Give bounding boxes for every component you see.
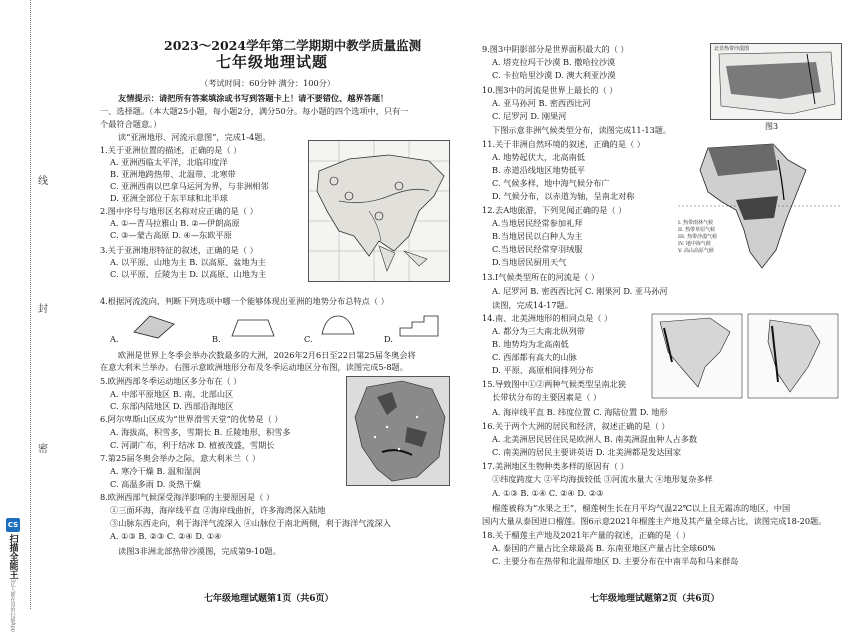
q10-options-cd: C. 尼罗河 D. 刚果河 — [492, 111, 567, 121]
q12-option-c: C.当地居民经常穿羽绒服 — [492, 244, 583, 254]
exam-title: 2023～2024学年第二学期期中教学质量监测 — [164, 38, 422, 53]
q1-option-c: C. 亚洲西南以巴拿马运河为界，与非洲相邻 — [110, 181, 269, 191]
q16-options-cd: C. 南美洲的居民主要讲英语 D. 北美洲都是发达国家 — [492, 447, 682, 457]
q17-statements: ①纬度跨度大 ②平均海拔较低 ③河流水量大 ④地形复杂多样 — [492, 474, 713, 484]
q12-option-b: B.当地居民以白种人为主 — [492, 231, 583, 241]
legend-item: III. 热带沙漠气候 — [678, 234, 718, 240]
figure-3-heading: 北非热带沙漠图 — [714, 46, 750, 52]
q9-options-ab: A. 塔克拉玛干沙漠 B. 撒哈拉沙漠 — [492, 57, 616, 67]
q2-options-cd: C. ③—蒙古高原 D. ④—东欧平原 — [110, 230, 232, 240]
question-9: 9.图3中阴影部分是世界面积最大的（ ） — [482, 44, 629, 54]
question-5: 5.欧洲西部冬季运动地区多分布在（ ） — [100, 376, 242, 386]
q11-option-b: B. 赤道沿线地区地势低平 — [492, 165, 586, 175]
question-11: 11.关于非洲自然环境的叙述，正确的是（ ） — [482, 139, 645, 149]
question-17: 17.美洲地区生物种类多样的原因有（ ） — [482, 461, 629, 471]
binding-char-seal: 封 — [38, 304, 48, 315]
scanner-name: 扫描全能王 — [7, 534, 18, 579]
lead-q18-20-cont: 国内大量从泰国进口榴莲。图6示意2021年榴莲主产地及其产量全球占比，读图完成18-20题。 — [482, 516, 827, 526]
q11-option-a: A. 地势起伏大，北高南低 — [492, 152, 585, 162]
q9-options-cd: C. 卡拉哈里沙漠 D. 澳大利亚沙漠 — [492, 70, 616, 80]
q12-option-a: A.当地居民经常参加礼拜 — [492, 218, 583, 228]
question-15-cont: 长带状分布的主要因素是（ ） — [492, 392, 602, 402]
question-14: 14.南、北美洲地形的相同点是（ ） — [482, 313, 613, 323]
q8-options: A. ①③ B. ②③ C. ②④ D. ①④ — [110, 531, 222, 541]
asia-map-drawing — [309, 141, 449, 281]
lead-q5-8-cont: 在意大利米兰举办。右图示意欧洲地形分布及冬季运动地区分布图，读图完成5-8题。 — [100, 362, 408, 372]
americas-map — [650, 312, 840, 400]
q8-statements-12: ①三面环海，海岸线平直 ②海岸线曲折，许多海湾深入陆地 — [110, 505, 326, 515]
question-4: 4.根据河流流向，判断下列选项中哪一个能够体现出亚洲的地势分布总特点（ ） — [100, 296, 389, 306]
binding-char-line: 线 — [38, 176, 48, 187]
legend-item: II. 热带草原气候 — [678, 227, 716, 233]
question-16: 16.关于两个大洲的居民和经济，叙述正确的是（ ） — [482, 421, 670, 431]
q2-options-ab: A. ①—青马拉雅山 B. ②—伊朗高原 — [110, 218, 240, 228]
q4-option-d-shape — [398, 314, 442, 340]
figure-3-drawing — [711, 44, 841, 119]
question-15: 15.导致图中①②两种气候类型呈南北狭 — [482, 379, 627, 389]
q7-options-cd: C. 高温多雨 D. 炎热干燥 — [110, 479, 201, 489]
lead-q9-10: 读图3非洲北部热带沙漠图，完成第9-10题。 — [118, 546, 281, 556]
q14-option-a: A. 都分为三大南北纵列带 — [492, 326, 585, 336]
q4-option-b-shape — [228, 314, 278, 340]
page-footer-left: 七年级地理试题第1页（共6页） — [204, 594, 334, 604]
legend-item: I. 热带雨林气候 — [678, 220, 714, 226]
q11-option-d: D. 气候分布，以赤道为轴，呈南北对称 — [492, 191, 635, 201]
q11-option-c: C. 气候多样，地中海气候分布广 — [492, 178, 610, 188]
question-10: 10.图3中的河流是世界上最长的（ ） — [482, 85, 618, 95]
americas-map-drawing — [650, 312, 840, 400]
q15-options: A. 海岸线平直 B. 纬度位置 C. 海陆位置 D. 地形 — [492, 407, 668, 417]
section-heading: 一、选择题。（本大题25小题，每小题2分，满分50分。每小题的四个选项中，只有一 — [100, 106, 409, 116]
question-13: 13.Ⅰ气候类型所在的河流是（ ） — [482, 272, 600, 282]
question-3: 3.关于亚洲地形特征的叙述，正确的是（ ） — [100, 245, 258, 255]
q5-options-ab: A. 中部平原地区 B. 南、北部山区 — [110, 389, 234, 399]
lead-q11-13: 下图示意非洲气候类型分布，读图完成11-13题。 — [492, 125, 672, 135]
exam-subtitle: 七年级地理试题 — [216, 53, 329, 71]
q16-options-ab: A. 北美洲居民居住民是欧洲人 B. 南美洲混血种人占多数 — [492, 434, 698, 444]
scanner-watermark — [3, 518, 23, 632]
asia-map — [308, 140, 450, 282]
q14-option-c: C. 西部都有高大的山脉 — [492, 352, 577, 362]
q12-option-d: D.当地居民厨用天气 — [492, 257, 567, 267]
q14-option-d: D. 平原、高原相间排列分布 — [492, 365, 594, 375]
legend-item: V. 高山高原气候 — [678, 248, 714, 254]
question-7: 7.第25届冬奥会举办之际，意大利米兰（ ） — [100, 453, 261, 463]
question-1: 1.关于亚洲位置的描述，正确的是（ ） — [100, 145, 242, 155]
binding-char-secret: 密 — [38, 444, 48, 455]
q18-options-ab: A. 泰国的产量占比全球最高 B. 东南亚地区产量占比全球60% — [492, 543, 716, 553]
q1-option-d: D. 亚洲全部位于东半球和北半球 — [110, 193, 228, 203]
page-left — [100, 0, 448, 609]
question-12: 12.去A地旅游，下列见闻正确的是（ ） — [482, 205, 627, 215]
climate-legend — [678, 220, 758, 255]
figure-3-caption: 图3 — [765, 122, 779, 131]
lead-q14-17: 读图，完成14-17题。 — [492, 300, 573, 310]
question-8: 8.欧洲西部气候深受海洋影响的主要原因是（ ） — [100, 492, 275, 502]
page-right — [482, 0, 847, 609]
lead-q1-4: 读“亚洲地形、河流示意图”，完成1-4题。 — [118, 132, 271, 142]
lead-q5-8: 欧洲是世界上冬季会举办次数最多的大洲，2026年2月6日至22日第25届冬奥会将 — [118, 350, 416, 360]
section-heading-cont: 个最符合题意。） — [100, 119, 162, 129]
q6-options-ab: A. 海拔高，积雪多，雪期长 B. 丘陵地形，积雪多 — [110, 427, 291, 437]
q18-options-c: C. 主要分布在热带和北温带地区 D. 主要分布在中南半岛和马来群岛 — [492, 556, 739, 566]
europe-map — [346, 376, 450, 486]
scanner-logo: CS — [6, 518, 20, 532]
q17-options: A. ①③ B. ①④ C. ②④ D. ②③ — [492, 488, 604, 498]
q4-option-b-label: B. — [212, 334, 221, 344]
q13-options: A. 尼罗河 B. 密西西比河 C. 刚果河 D. 亚马孙河 — [492, 286, 668, 296]
question-2: 2.图中序号与地形区名称对应正确的是（ ） — [100, 206, 258, 216]
question-18: 18.关于榴莲主产地及2021年产量的叙述，正确的是（ ） — [482, 530, 691, 540]
q3-options-cd: C. 以平原、丘陵为主 D. 以高原、山地为主 — [110, 269, 267, 279]
q1-option-a: A. 亚洲西临太平洋，北临印度洋 — [110, 157, 228, 167]
q3-options-ab: A. 以平原、山地为主 B. 以高原、盆地为主 — [110, 257, 266, 267]
exam-info: （考试时间：60分钟 满分：100分） — [200, 78, 336, 88]
lead-q18-20: 榴莲被称为“水果之王”，榴莲树生长在月平均气温22℃以上且无霜冻的地区，中国 — [492, 503, 791, 513]
legend-item: IV. 地中海气候 — [678, 241, 711, 247]
page-footer-right: 七年级地理试题第2页（共6页） — [590, 594, 720, 604]
q4-option-c-label: C. — [304, 334, 313, 344]
q7-options-ab: A. 寒冷干燥 B. 温和湿润 — [110, 466, 201, 476]
scanner-slogan: 3亿人都在用的扫描App — [9, 579, 16, 632]
reminder: 友情提示：请把所有答案填涂或书写到答题卡上！请不要错位、越界答题！ — [118, 93, 389, 103]
q8-statements-34: ③山脉东西走向，利于海洋气流深入 ④山脉位于南北两侧，利于海洋气流深入 — [110, 518, 391, 528]
question-6: 6.阿尔卑斯山区成为“世界滑雪天堂”的优势是（ ） — [100, 414, 283, 424]
europe-map-drawing — [347, 377, 449, 485]
q5-options-cd: C. 东部内陆地区 D. 西部沿海地区 — [110, 401, 234, 411]
q10-options-ab: A. 亚马孙河 B. 密西西比河 — [492, 98, 591, 108]
q4-option-c-shape — [318, 312, 358, 340]
q4-option-d-label: D. — [384, 334, 393, 344]
q4-option-a-label: A. — [110, 334, 119, 344]
q4-option-a-shape — [128, 312, 178, 340]
q14-option-b: B. 地势均为北高南低 — [492, 339, 569, 349]
q6-options-cd: C. 河湖广布，利于结冰 D. 植被茂盛，雪期长 — [110, 440, 275, 450]
q1-option-b: B. 亚洲地跨热带、北温带、北寒带 — [110, 169, 236, 179]
